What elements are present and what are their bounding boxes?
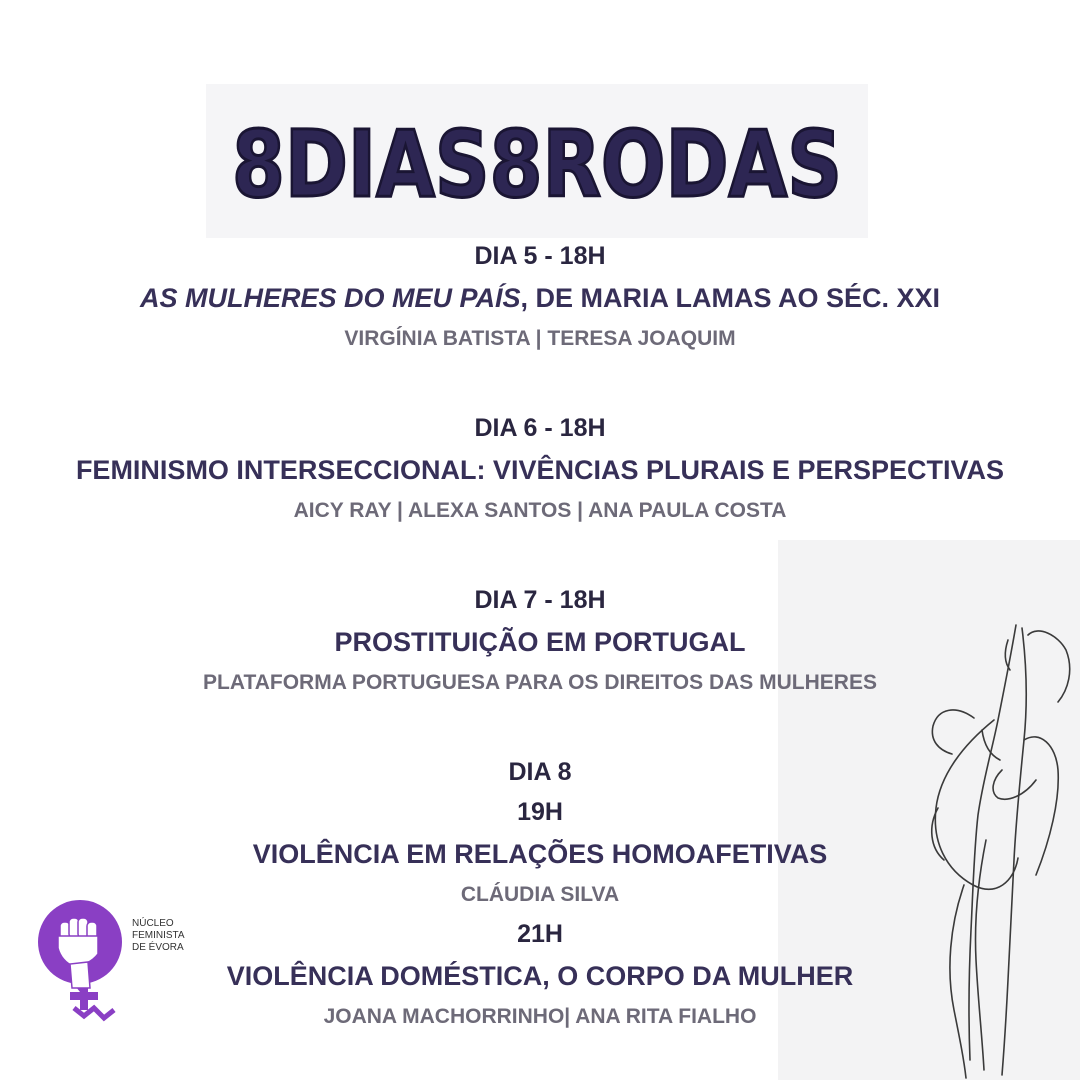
- spacer: [0, 702, 1080, 752]
- raised-fist-venus-icon: [32, 896, 142, 1026]
- event-speakers: JOANA MACHORRINHO| ANA RITA FIALHO: [323, 1005, 757, 1028]
- logo-line: DE ÉVORA: [132, 942, 184, 953]
- logo-line: NÚCLEO: [132, 918, 174, 929]
- banner-title: 8DIAS8RODAS: [232, 111, 842, 218]
- session-time: 19H: [517, 798, 563, 826]
- event-title: VIOLÊNCIA DOMÉSTICA, O CORPO DA MULHER: [226, 961, 854, 991]
- spacer: [0, 530, 1080, 580]
- event-title: VIOLÊNCIA EM RELAÇÕES HOMOAFETIVAS: [252, 839, 828, 869]
- event-day-6: [0, 408, 1080, 530]
- event-speakers: VIRGÍNIA BATISTA | TERESA JOAQUIM: [344, 327, 736, 350]
- event-speakers: AICY RAY | ALEXA SANTOS | ANA PAULA COSTA: [293, 499, 787, 522]
- event-day-time: DIA 7 - 18H: [474, 586, 606, 614]
- event-day-time: DIA 5 - 18H: [474, 242, 606, 270]
- logo-text: [132, 918, 185, 954]
- event-day-time: DIA 6 - 18H: [474, 414, 606, 442]
- event-day-7: [0, 580, 1080, 702]
- logo-line: FEMINISTA: [132, 930, 185, 941]
- event-speakers: CLÁUDIA SILVA: [460, 883, 620, 906]
- event-title: PROSTITUIÇÃO EM PORTUGAL: [334, 627, 746, 657]
- event-day: DIA 8: [508, 758, 572, 786]
- event-speakers: PLATAFORMA PORTUGUESA PARA OS DIREITOS DAS MULHERES: [203, 671, 877, 694]
- session-time: 21H: [517, 920, 563, 948]
- event-title: [0, 276, 1080, 320]
- banner-title-art: [206, 84, 868, 238]
- nucleo-feminista-logo: [32, 896, 185, 1026]
- event-title-rest: , DE MARIA LAMAS AO SÉC. XXI: [520, 283, 941, 313]
- event-title: FEMINISMO INTERSECCIONAL: VIVÊNCIAS PLURAIS E PERSPECTIVAS: [75, 455, 1005, 485]
- event-title-italic: AS MULHERES DO MEU PAÍS: [139, 283, 521, 313]
- event-day-5: [0, 236, 1080, 358]
- spacer: [0, 358, 1080, 408]
- title-banner: [206, 84, 868, 238]
